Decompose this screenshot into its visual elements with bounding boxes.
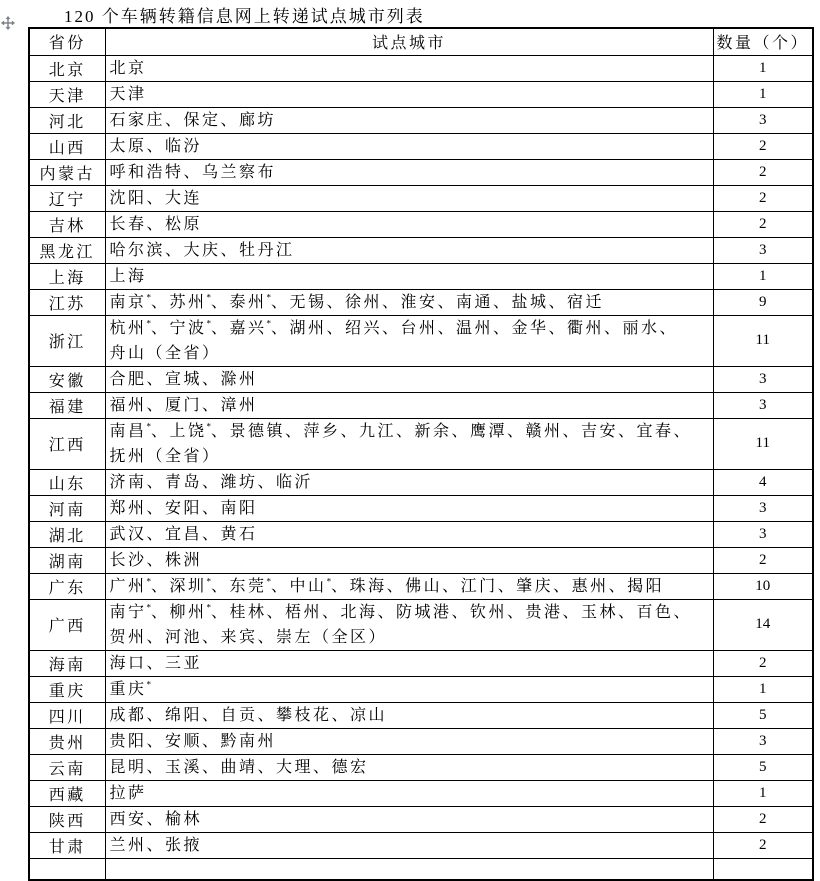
header-cities[interactable]: 试点城市 bbox=[105, 28, 713, 55]
table-row bbox=[29, 418, 813, 469]
province-cell[interactable]: 云南 bbox=[29, 754, 105, 780]
count-cell[interactable]: 2 bbox=[713, 806, 813, 832]
table-row bbox=[29, 237, 813, 263]
count-cell[interactable]: 10 bbox=[713, 573, 813, 599]
cities-cell[interactable]: 天津 bbox=[105, 81, 713, 107]
province-cell[interactable]: 广东 bbox=[29, 573, 105, 599]
cities-cell[interactable]: 南昌*、上饶*、景德镇、萍乡、九江、新余、鹰潭、赣州、吉安、宜春、 抚州（全省） bbox=[105, 418, 713, 469]
cities-cell[interactable]: 海口、三亚 bbox=[105, 650, 713, 676]
cities-cell[interactable]: 兰州、张掖 bbox=[105, 832, 713, 858]
count-cell[interactable]: 3 bbox=[713, 521, 813, 547]
cities-cell[interactable]: 成都、绵阳、自贡、攀枝花、凉山 bbox=[105, 702, 713, 728]
count-cell[interactable]: 5 bbox=[713, 754, 813, 780]
empty-cell bbox=[105, 858, 713, 880]
cities-cell[interactable]: 哈尔滨、大庆、牡丹江 bbox=[105, 237, 713, 263]
count-cell[interactable]: 3 bbox=[713, 107, 813, 133]
province-cell[interactable]: 黑龙江 bbox=[29, 237, 105, 263]
count-cell[interactable]: 1 bbox=[713, 780, 813, 806]
cities-cell[interactable]: 重庆* bbox=[105, 676, 713, 702]
count-cell[interactable]: 2 bbox=[713, 133, 813, 159]
table-row bbox=[29, 702, 813, 728]
cities-cell[interactable]: 贵阳、安顺、黔南州 bbox=[105, 728, 713, 754]
count-cell[interactable]: 14 bbox=[713, 599, 813, 650]
province-cell[interactable]: 山东 bbox=[29, 469, 105, 495]
table-row bbox=[29, 599, 813, 650]
province-cell[interactable]: 陕西 bbox=[29, 806, 105, 832]
province-cell[interactable]: 辽宁 bbox=[29, 185, 105, 211]
cities-cell[interactable]: 西安、榆林 bbox=[105, 806, 713, 832]
province-cell[interactable]: 江西 bbox=[29, 418, 105, 469]
table-row bbox=[29, 366, 813, 392]
cities-cell[interactable]: 济南、青岛、潍坊、临沂 bbox=[105, 469, 713, 495]
province-cell[interactable]: 湖南 bbox=[29, 547, 105, 573]
province-cell[interactable]: 河北 bbox=[29, 107, 105, 133]
table-row bbox=[29, 107, 813, 133]
table-row bbox=[29, 289, 813, 315]
cities-cell[interactable]: 长沙、株洲 bbox=[105, 547, 713, 573]
cities-cell[interactable]: 杭州*、宁波*、嘉兴*、湖州、绍兴、台州、温州、金华、衢州、丽水、 舟山（全省） bbox=[105, 315, 713, 366]
cities-cell[interactable]: 拉萨 bbox=[105, 780, 713, 806]
cities-cell[interactable]: 太原、临汾 bbox=[105, 133, 713, 159]
table-row bbox=[29, 573, 813, 599]
province-cell[interactable]: 甘肃 bbox=[29, 832, 105, 858]
cities-cell[interactable]: 郑州、安阳、南阳 bbox=[105, 495, 713, 521]
province-cell[interactable]: 山西 bbox=[29, 133, 105, 159]
table-row bbox=[29, 159, 813, 185]
cities-cell[interactable]: 长春、松原 bbox=[105, 211, 713, 237]
province-cell[interactable]: 浙江 bbox=[29, 315, 105, 366]
header-province[interactable]: 省份 bbox=[29, 28, 105, 55]
table-row bbox=[29, 392, 813, 418]
count-cell[interactable]: 2 bbox=[713, 185, 813, 211]
table-row bbox=[29, 185, 813, 211]
province-cell[interactable]: 北京 bbox=[29, 55, 105, 81]
table-row bbox=[29, 521, 813, 547]
empty-cell bbox=[713, 858, 813, 880]
province-cell[interactable]: 四川 bbox=[29, 702, 105, 728]
province-cell[interactable]: 吉林 bbox=[29, 211, 105, 237]
province-cell[interactable]: 重庆 bbox=[29, 676, 105, 702]
cities-cell[interactable]: 上海 bbox=[105, 263, 713, 289]
count-cell[interactable]: 11 bbox=[713, 315, 813, 366]
cities-cell[interactable]: 广州*、深圳*、东莞*、中山*、珠海、佛山、江门、肇庆、惠州、揭阳 bbox=[105, 573, 713, 599]
table-row bbox=[29, 780, 813, 806]
table-row bbox=[29, 315, 813, 366]
count-cell[interactable]: 5 bbox=[713, 702, 813, 728]
table-row bbox=[29, 806, 813, 832]
count-cell[interactable]: 11 bbox=[713, 418, 813, 469]
cities-cell[interactable]: 武汉、宜昌、黄石 bbox=[105, 521, 713, 547]
table-row bbox=[29, 754, 813, 780]
count-cell[interactable]: 1 bbox=[713, 81, 813, 107]
count-cell[interactable]: 3 bbox=[713, 392, 813, 418]
table-row bbox=[29, 263, 813, 289]
table-title[interactable]: 120 个车辆转籍信息网上转递试点城市列表 bbox=[64, 7, 425, 26]
empty-cell bbox=[29, 858, 105, 880]
province-cell[interactable]: 福建 bbox=[29, 392, 105, 418]
count-cell[interactable]: 1 bbox=[713, 676, 813, 702]
table-row bbox=[29, 676, 813, 702]
cities-cell[interactable]: 沈阳、大连 bbox=[105, 185, 713, 211]
cities-cell[interactable]: 昆明、玉溪、曲靖、大理、德宏 bbox=[105, 754, 713, 780]
table-row bbox=[29, 728, 813, 754]
header-row bbox=[29, 28, 813, 55]
cities-cell[interactable]: 石家庄、保定、廊坊 bbox=[105, 107, 713, 133]
table-row bbox=[29, 650, 813, 676]
count-cell[interactable]: 2 bbox=[713, 211, 813, 237]
province-cell[interactable]: 天津 bbox=[29, 81, 105, 107]
table-move-handle-icon[interactable] bbox=[1, 16, 15, 30]
cities-cell[interactable]: 呼和浩特、乌兰察布 bbox=[105, 159, 713, 185]
province-cell[interactable]: 内蒙古 bbox=[29, 159, 105, 185]
table-row bbox=[29, 55, 813, 81]
province-cell[interactable]: 安徽 bbox=[29, 366, 105, 392]
count-cell[interactable]: 2 bbox=[713, 832, 813, 858]
province-cell[interactable]: 江苏 bbox=[29, 289, 105, 315]
count-cell[interactable]: 4 bbox=[713, 469, 813, 495]
province-cell[interactable]: 上海 bbox=[29, 263, 105, 289]
province-cell[interactable]: 河南 bbox=[29, 495, 105, 521]
cities-cell[interactable]: 南宁*、柳州*、桂林、梧州、北海、防城港、钦州、贵港、玉林、百色、 贺州、河池、来宾、崇左（全区） bbox=[105, 599, 713, 650]
count-cell[interactable]: 9 bbox=[713, 289, 813, 315]
cities-cell[interactable]: 北京 bbox=[105, 55, 713, 81]
count-cell[interactable]: 3 bbox=[713, 366, 813, 392]
count-cell[interactable]: 3 bbox=[713, 728, 813, 754]
count-cell[interactable]: 2 bbox=[713, 650, 813, 676]
province-cell[interactable]: 湖北 bbox=[29, 521, 105, 547]
cities-cell[interactable]: 南京*、苏州*、泰州*、无锡、徐州、淮安、南通、盐城、宿迁 bbox=[105, 289, 713, 315]
cities-cell[interactable]: 福州、厦门、漳州 bbox=[105, 392, 713, 418]
table-row-cutoff bbox=[29, 858, 813, 880]
province-cell[interactable]: 海南 bbox=[29, 650, 105, 676]
province-cell[interactable]: 西藏 bbox=[29, 780, 105, 806]
count-cell[interactable]: 2 bbox=[713, 159, 813, 185]
table-row bbox=[29, 547, 813, 573]
count-cell[interactable]: 1 bbox=[713, 263, 813, 289]
province-cell[interactable]: 广西 bbox=[29, 599, 105, 650]
table-row bbox=[29, 81, 813, 107]
table-row bbox=[29, 469, 813, 495]
header-count[interactable]: 数量（个） bbox=[713, 28, 813, 55]
count-cell[interactable]: 2 bbox=[713, 547, 813, 573]
cities-cell[interactable]: 合肥、宣城、滁州 bbox=[105, 366, 713, 392]
table-row bbox=[29, 133, 813, 159]
table-row bbox=[29, 211, 813, 237]
table-row bbox=[29, 832, 813, 858]
pilot-cities-table bbox=[28, 27, 814, 881]
province-cell[interactable]: 贵州 bbox=[29, 728, 105, 754]
table-row bbox=[29, 495, 813, 521]
count-cell[interactable]: 1 bbox=[713, 55, 813, 81]
count-cell[interactable]: 3 bbox=[713, 237, 813, 263]
count-cell[interactable]: 3 bbox=[713, 495, 813, 521]
